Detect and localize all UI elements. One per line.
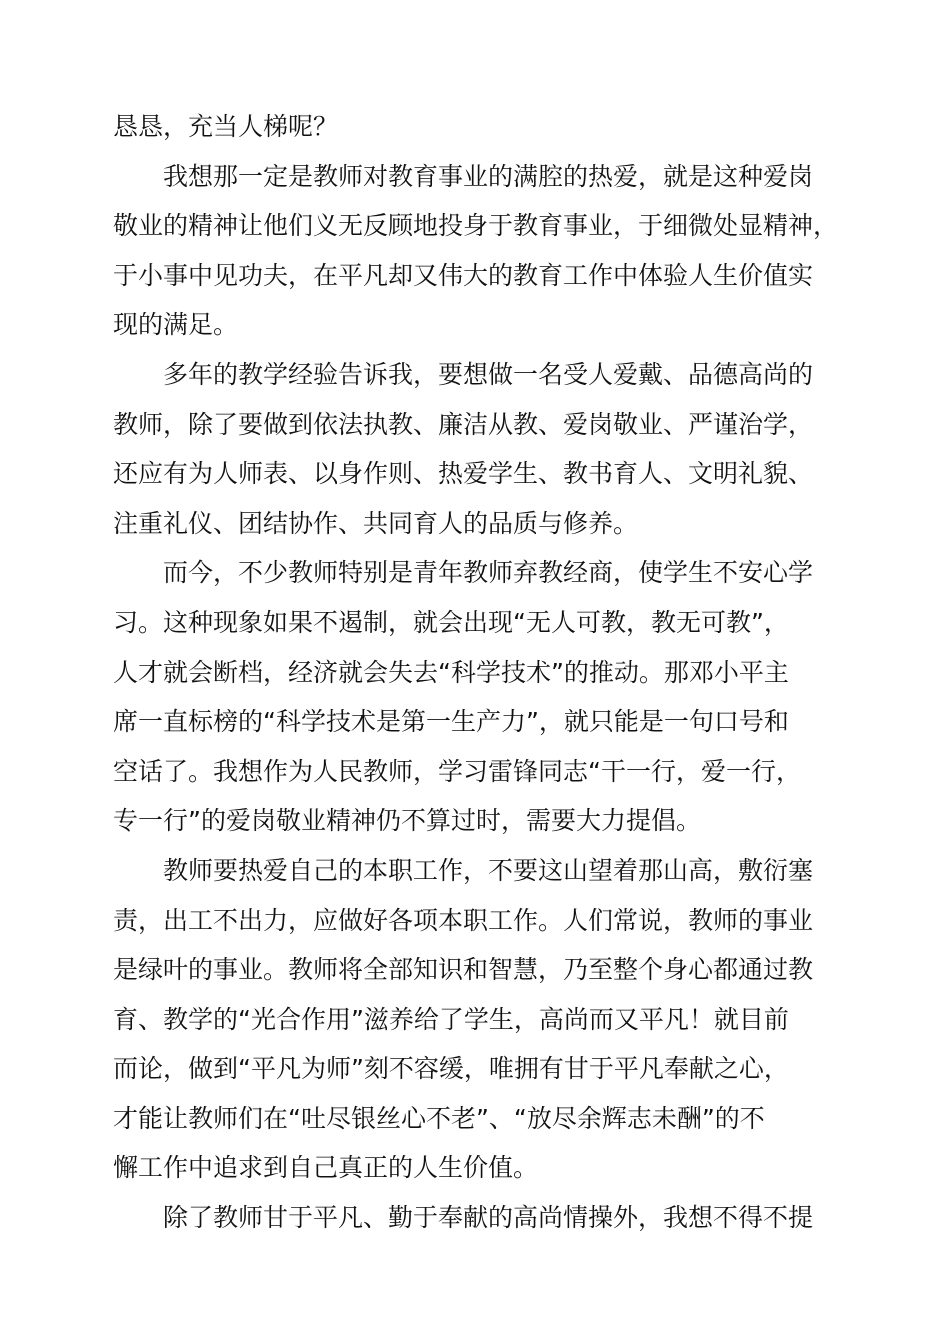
text-line: 席一直标榜的“科学技术是第一生产力”，就只能是一句口号和 [113,707,789,737]
text-line: 人才就会断档，经济就会失去“科学技术”的推动。那邓小平主 [113,657,789,687]
text-line: 而论，做到“平凡为师”刻不容缓，唯拥有甘于平凡奉献之心， [113,1054,789,1084]
text-line: 懈工作中追求到自己真正的人生价值。 [113,1153,539,1183]
text-line: 还应有为人师表、以身作则、热爱学生、教书育人、文明礼貌、 [113,459,814,489]
document-body [113,102,843,1243]
text-line: 教师，除了要做到依法执教、廉洁从教、爱岗敬业、严谨治学， [113,409,814,439]
text-line: 习。这种现象如果不遏制，就会出现“无人可教，教无可教”， [113,607,789,637]
text-line: 责，出工不出力，应做好各项本职工作。人们常说，教师的事业 [113,905,814,935]
text-line: 注重礼仪、团结协作、共同育人的品质与修养。 [113,508,639,538]
text-line: 空话了。我想作为人民教师，学习雷锋同志“干一行，爱一行， [113,756,801,786]
text-line: 专一行”的爱岗敬业精神仍不算过时，需要大力提倡。 [113,806,701,836]
paragraph-first-line: 而今，不少教师特别是青年教师弃教经商，使学生不安心学 [163,558,814,588]
paragraph-first-line: 除了教师甘于平凡、勤于奉献的高尚情操外，我想不得不提 [163,1203,814,1233]
text-line: 敬业的精神让他们义无反顾地投身于教育事业，于细微处显精神， [113,211,839,241]
text-line: 现的满足。 [113,310,239,340]
text-line: 才能让教师们在“吐尽银丝心不老”、“放尽余辉志未酬”的不 [113,1103,765,1133]
paragraph-first-line: 我想那一定是教师对教育事业的满腔的热爱，就是这种爱岗 [163,161,814,191]
text-line: 恳恳，充当人梯呢？ [113,112,339,141]
text-line: 是绿叶的事业。教师将全部知识和智慧，乃至整个身心都通过教 [113,955,814,985]
paragraph-first-line: 教师要热爱自己的本职工作，不要这山望着那山高，敷衍塞 [163,855,814,885]
text-line: 育、教学的“光合作用”滋养给了学生，高尚而又平凡！就目前 [113,1004,789,1034]
text-line: 于小事中见功夫，在平凡却又伟大的教育工作中体验人生价值实 [113,260,814,290]
paragraph-first-line: 多年的教学经验告诉我，要想做一名受人爱戴、品德高尚的 [163,359,814,389]
